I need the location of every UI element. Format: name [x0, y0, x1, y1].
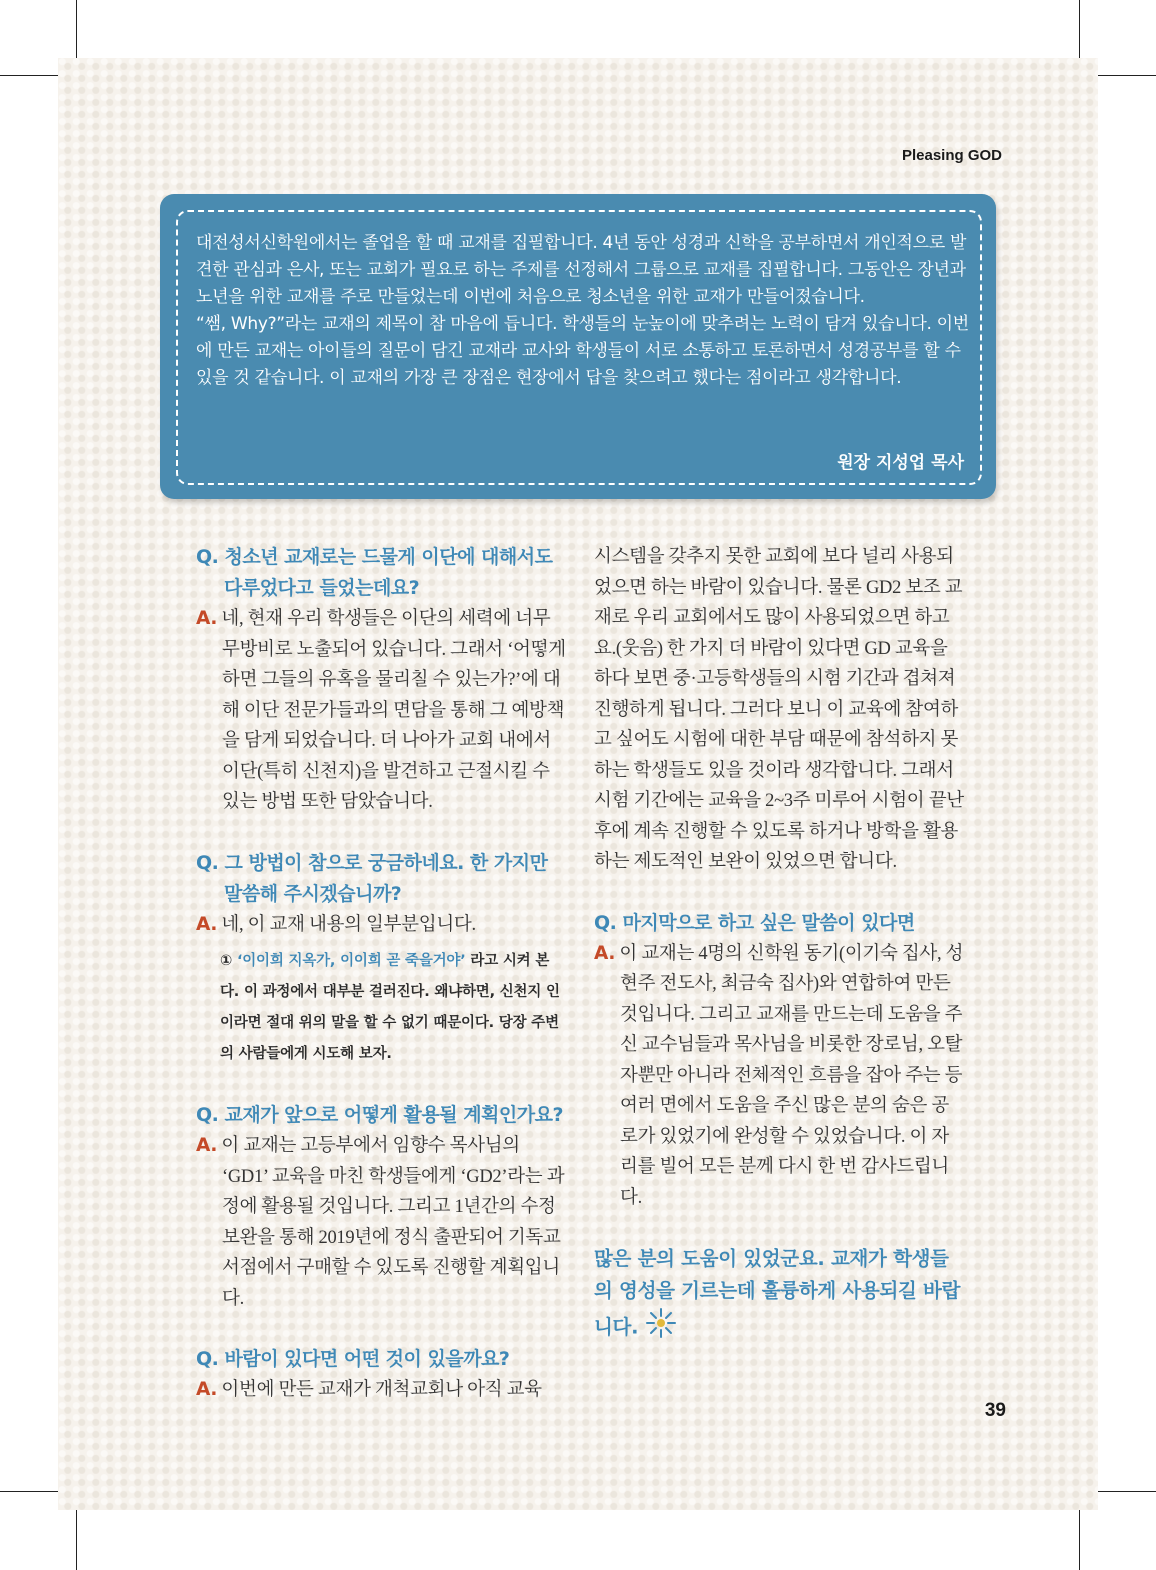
question-5 — [594, 908, 966, 939]
answer-text: 네, 현재 우리 학생들은 이단의 세력에 너무 무방비로 노출되어 있습니다. 그래서 ‘어떻게 하면 그들의 유혹을 물리칠 수 있는가?’에 대해 이단 전문가들과의 면담을 통해 그 예방책을 담게 되었습니다. 더 나아가 교회 내에서 이단(특히 신천지)을 발견하고 근절시킬 수 있는 방법 또한 담았습니다. — [221, 609, 566, 812]
excerpt-text: 라고 시켜 본다. 이 과정에서 대부분 걸러진다. 왜냐하면, 신천지 인이라면 절대 위의 말을 할 수 없기 때문이다. 당장 주변의 사람들에게 시도해 보자. — [220, 953, 560, 1062]
textbook-excerpt — [196, 946, 568, 1070]
answer-2 — [196, 910, 568, 941]
crop-mark — [1098, 1491, 1156, 1492]
crop-mark — [1079, 1510, 1080, 1570]
quote-box — [160, 194, 996, 499]
crop-mark — [76, 0, 77, 58]
a-mark: A. — [196, 1135, 218, 1156]
answer-4 — [196, 1375, 568, 1406]
a-mark: A. — [196, 913, 218, 935]
crop-mark — [1079, 0, 1080, 58]
q-mark: Q. — [196, 1104, 219, 1126]
answer-text: 네, 이 교재 내용의 일부분입니다. — [221, 914, 476, 935]
magazine-header: Pleasing GOD — [901, 147, 1002, 164]
answer-4-continued: 시스템을 갖추지 못한 교회에 보다 널리 사용되었으면 하는 바람이 있습니다. 물론 GD2 보조 교재로 우리 교회에서도 많이 사용되었으면 하고요.(웃음) 한 가지 더 바람이 있다면 GD 교육을 하다 보면 중·고등학생들의 시험 기간과 겹쳐져 진행하게 됩니다. 그러다 보니 이 교육에 참여하고 싶어도 시험에 대한 부담 때문에 참석하지 못하는 학생들도 있을 것이라 생각합니다. 그래서 시험 기간에는 교육을 2~3주 미루어 시험이 끝난 후에 계속 진행할 수 있도록 하거나 방학을 활용하는 제도적인 보완이 있었으면 합니다. — [594, 547, 964, 872]
answer-3 — [196, 1131, 568, 1314]
excerpt-number: ① — [220, 953, 233, 969]
question-text: 교재가 앞으로 어떻게 활용될 계획인가요? — [224, 1104, 563, 1126]
excerpt-highlight: ‘이이희 지옥가, 이이희 곧 죽을거야’ — [236, 953, 466, 969]
q-mark: Q. — [196, 1348, 219, 1370]
question-1 — [196, 542, 568, 604]
question-text: 마지막으로 하고 싶은 말씀이 있다면 — [622, 911, 915, 934]
quote-dashed-border — [176, 210, 982, 485]
right-column — [594, 542, 966, 1349]
crop-mark — [1098, 75, 1156, 76]
closing-text: 많은 분의 도움이 있었군요. 교재가 학생들의 영성을 기르는데 훌륭하게 사용되길 바랍니다. — [594, 1247, 961, 1339]
a-mark: A. — [594, 942, 616, 964]
question-text: 바람이 있다면 어떤 것이 있을까요? — [224, 1348, 510, 1370]
answer-text: 이 교재는 4명의 신학원 동기(이기숙 집사, 성현주 전도사, 최금숙 집사)와 연합하여 만든 것입니다. 그리고 교재를 만드는데 도움을 주신 교수님들과 목사님을 비롯한 장로님, 오탈자뿐만 아니라 전체적인 흐름을 잡아 주는 등 여러 면에서 도움을 주신 많은 분의 숨은 공로가 있었기에 완성할 수 있었습니다. 이 자리를 빌어 모든 분께 다시 한 번 감사드립니다. — [619, 943, 964, 1208]
q-mark: Q. — [196, 546, 219, 568]
question-2 — [196, 848, 568, 910]
question-4 — [196, 1344, 568, 1375]
answer-1 — [196, 604, 568, 818]
q-mark: Q. — [196, 851, 219, 874]
a-mark: A. — [196, 608, 218, 629]
question-text: 청소년 교재로는 드물게 이단에 대해서도 다루었다고 들었는데요? — [224, 546, 553, 599]
quote-text — [196, 230, 971, 392]
crop-mark — [0, 75, 58, 76]
crop-mark — [0, 1491, 58, 1492]
crop-mark — [76, 1510, 77, 1570]
page-number: 39 — [984, 1400, 1006, 1421]
question-3 — [196, 1100, 568, 1131]
quote-signature: 원장 지성업 목사 — [837, 453, 964, 473]
answer-text: 이번에 만든 교재가 개척교회나 아직 교육 — [221, 1380, 542, 1400]
question-text: 그 방법이 참으로 궁금하네요. 한 가지만 말씀해 주시겠습니까? — [224, 851, 548, 905]
answer-5 — [594, 939, 966, 1214]
a-mark: A. — [196, 1379, 218, 1400]
firework-icon — [645, 1307, 677, 1349]
q-mark: Q. — [594, 911, 617, 934]
closing-remark — [594, 1243, 966, 1349]
quote-paragraph: “쌤, Why?”라는 교재의 제목이 참 마음에 듭니다. 학생들의 눈높이에 맞추려는 노력이 담겨 있습니다. 이번에 만든 교재는 아이들의 질문이 담긴 교재라 교사와 학생들이 서로 소통하고 토론하면서 성경공부를 할 수 있을 것 같습니다. 이 교재의 가장 큰 장점은 현장에서 답을 찾으려고 했다는 점이라고 생각합니다. — [196, 314, 969, 388]
left-column — [196, 542, 568, 1406]
answer-text: 이 교재는 고등부에서 임향수 목사님의 ‘GD1’ 교육을 마친 학생들에게 ‘GD2’라는 과정에 활용될 것입니다. 그리고 1년간의 수정 보완을 통해 2019년에 정식 출판되어 기독교 서점에서 구매할 수 있도록 진행할 계획입니다. — [221, 1136, 565, 1309]
quote-paragraph: 대전성서신학원에서는 졸업을 할 때 교재를 집필합니다. 4년 동안 성경과 신학을 공부하면서 개인적으로 발견한 관심과 은사, 또는 교회가 필요로 하는 주제를 선정해서 그룹으로 교재를 집필합니다. 그동안은 장년과 노년을 위한 교재를 주로 만들었는데 이번에 처음으로 청소년을 위한 교재가 만들어졌습니다. — [196, 233, 967, 307]
